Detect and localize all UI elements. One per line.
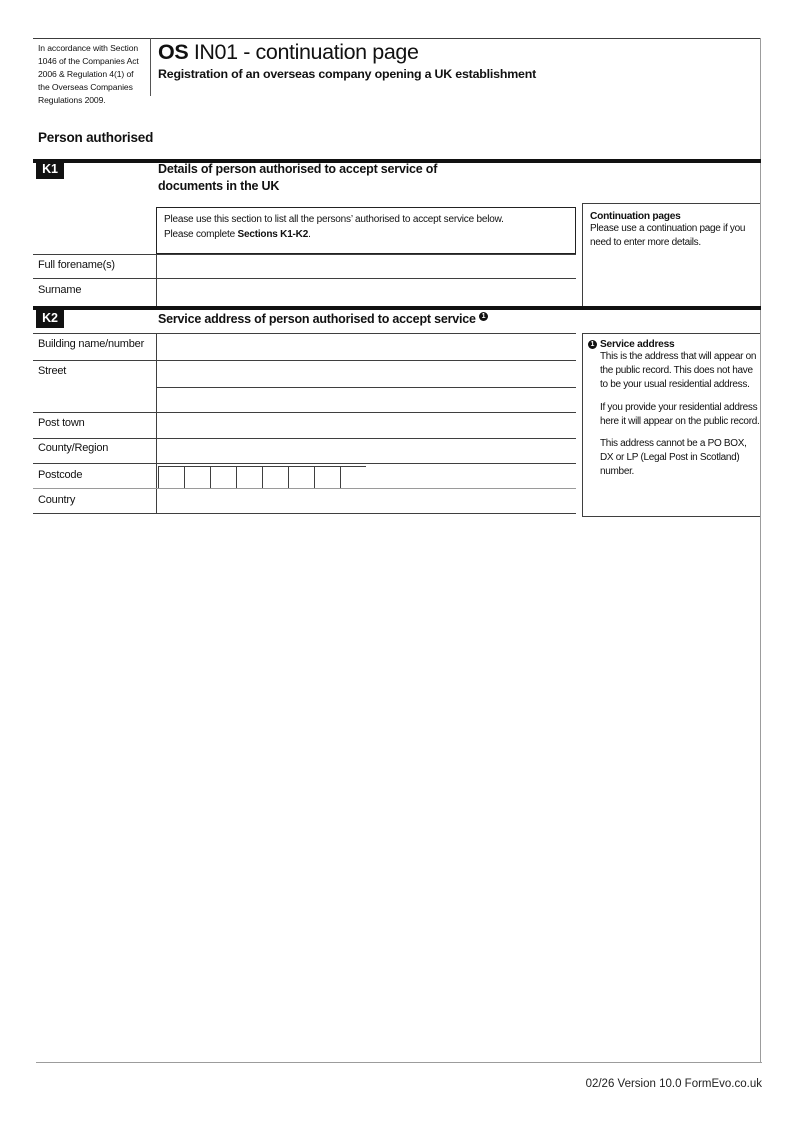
county-label: County/Region — [38, 442, 109, 454]
page-border-right — [760, 38, 761, 1063]
footer-version-text: 02/26 Version 10.0 FormEvo.co.uk — [585, 1078, 762, 1090]
k1-instruction-box — [156, 207, 576, 254]
building-input[interactable] — [158, 334, 576, 359]
form-code: OS — [158, 40, 189, 64]
legal-note: In accordance with Section 1046 of the Companies Act 2006 & Regulation 4(1) of the Overseas Companies Regulations 2009. — [38, 43, 139, 105]
k2-sidebar-paragraph: This address cannot be a PO BOX, DX or LP (Legal Post in Scotland) number. — [600, 437, 747, 478]
k1-sidebar — [590, 211, 760, 250]
page-border-bottom — [36, 1062, 762, 1063]
county-input[interactable] — [158, 439, 576, 462]
k1-instruction-line2: Please complete Sections K1-K2. — [164, 229, 311, 240]
street-input-line2[interactable] — [158, 388, 576, 411]
field-line — [33, 513, 576, 514]
page-border-top — [33, 38, 761, 39]
section-k2-badge: K2 — [36, 308, 64, 328]
k1-sidebar-top-line — [582, 203, 760, 204]
field-line — [33, 463, 576, 464]
postcode-cell[interactable] — [158, 467, 184, 488]
street-label: Street — [38, 365, 67, 377]
k1-instruction-line1: Please use this section to list all the persons’ authorised to accept service below. — [164, 214, 504, 225]
header-divider — [150, 38, 151, 96]
k1-sidebar-body: Please use a continuation page if you need to enter more details. — [590, 223, 746, 249]
k1-column-divider — [156, 254, 157, 306]
country-label: Country — [38, 494, 76, 506]
section-k1-badge: K1 — [36, 159, 64, 179]
form-title — [158, 40, 419, 65]
k2-heading: Service address of person authorised to accept service 1 — [158, 311, 488, 328]
k2-sidebar-paragraph: This is the address that will appear on the public record. This does not have to be your usual residential address. — [600, 351, 757, 391]
k2-sidebar-divider — [582, 333, 583, 516]
postcode-cell[interactable] — [288, 467, 314, 488]
postcode-cell[interactable] — [184, 467, 210, 488]
k2-sidebar-bottom-line — [582, 516, 760, 517]
surname-label: Surname — [38, 284, 82, 296]
k2-sidebar-paragraph: If you provide your residential address here it will appear on the public record. — [600, 401, 760, 427]
info-icon: 1 — [479, 312, 488, 321]
k2-sidebar-top-line — [582, 333, 760, 334]
building-label: Building name/number — [38, 338, 145, 350]
info-icon: 1 — [588, 340, 597, 349]
form-title-rest: IN01 - continuation page — [188, 40, 419, 64]
section-heading: Person authorised — [38, 130, 154, 145]
k1-sidebar-title: Continuation pages — [590, 211, 681, 222]
postcode-cell[interactable] — [236, 467, 262, 488]
k2-section-bar — [33, 306, 761, 310]
surname-input[interactable] — [158, 279, 576, 304]
postcode-cell[interactable] — [314, 467, 340, 488]
post-town-label: Post town — [38, 417, 85, 429]
full-forename-input[interactable] — [158, 255, 576, 277]
k1-heading: Details of person authorised to accept service of documents in the UK — [158, 162, 438, 193]
k2-sidebar-title: Service address — [600, 339, 675, 350]
full-forename-label: Full forename(s) — [38, 259, 115, 271]
street-input-line1[interactable] — [158, 361, 576, 386]
k2-sidebar-header — [588, 339, 760, 350]
form-subtitle: Registration of an overseas company opening a UK establishment — [158, 67, 536, 81]
postcode-cell[interactable] — [340, 467, 366, 488]
postcode-label: Postcode — [38, 469, 83, 481]
country-input[interactable] — [158, 489, 576, 512]
k2-sidebar — [588, 339, 760, 480]
postcode-input[interactable] — [158, 466, 366, 488]
k1-sidebar-divider — [582, 203, 583, 306]
postcode-cell[interactable] — [262, 467, 288, 488]
post-town-input[interactable] — [158, 413, 576, 437]
postcode-cell[interactable] — [210, 467, 236, 488]
